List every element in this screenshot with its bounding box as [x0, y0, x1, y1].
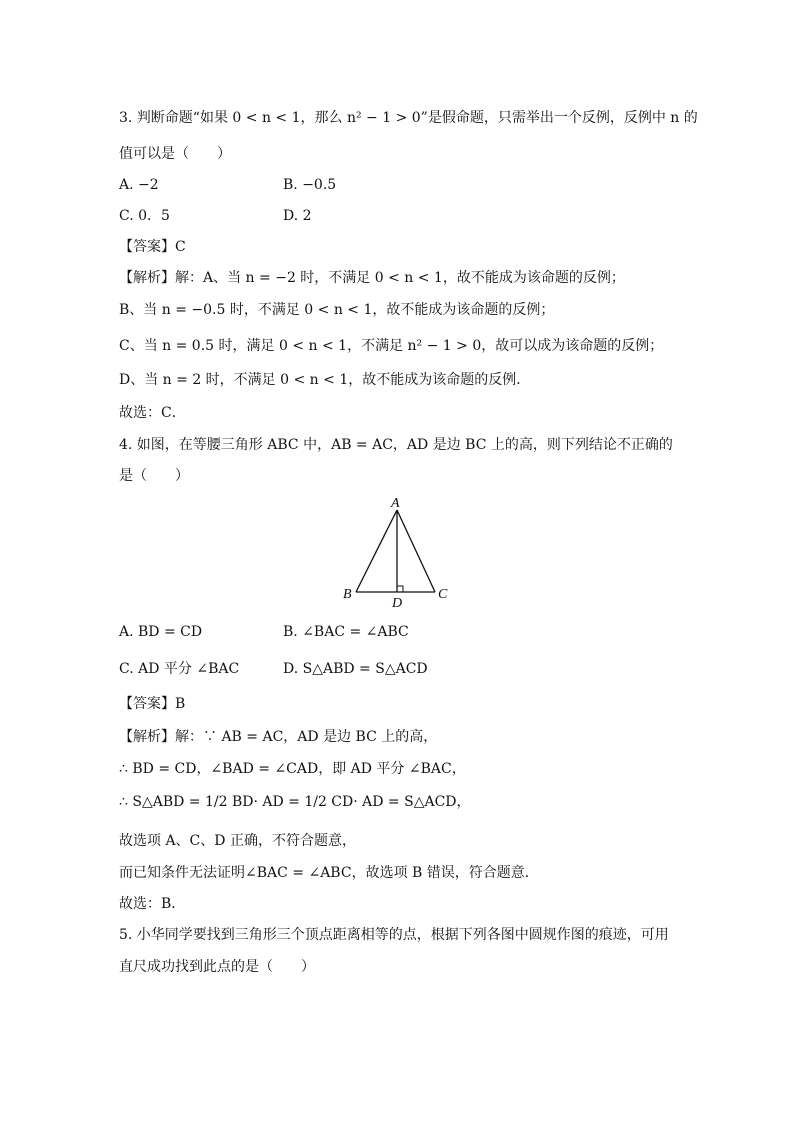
vertex-label-b: B	[343, 587, 352, 602]
q3-stem-line1: 3. 判断命题“如果 0 < n < 1，那么 n² − 1 > 0”是假命题，只需举出一个反例，反例中 n 的	[119, 110, 698, 126]
q4-option-a: A. BD = CD	[119, 624, 203, 640]
side-ab	[356, 510, 397, 592]
vertex-label-a: A	[391, 496, 400, 511]
q4-solution-line5: 而已知条件无法证明∠BAC = ∠ABC，故选项 B 错误，符合题意．	[119, 865, 539, 881]
side-ac	[397, 510, 435, 592]
q3-solution-line2: B、当 n = −0.5 时，不满足 0 < n < 1，故不能成为该命题的反例；	[119, 302, 555, 318]
q4-solution-line1: 【解析】解：∵ AB = AC，AD 是边 BC 上的高，	[119, 729, 438, 745]
q4-option-c: C. AD 平分 ∠BAC	[119, 661, 240, 677]
q4-stem-line2: 是（ ）	[119, 468, 189, 484]
q4-answer: 【答案】B	[119, 696, 186, 712]
vertex-label-c: C	[438, 587, 448, 602]
q4-solution-line3: ∴ S△ABD = 1/2 BD· AD = 1/2 CD· AD = S△ACD，	[119, 794, 471, 810]
q3-conclusion: 故选：C．	[119, 405, 186, 421]
q3-option-b: B. −0.5	[283, 177, 337, 193]
q3-solution-line3: C、当 n = 0.5 时，满足 0 < n < 1，不满足 n² − 1 > 0，故可以成为该命题的反例；	[119, 338, 664, 354]
q4-conclusion: 故选：B．	[119, 896, 186, 912]
q3-option-a: A. −2	[119, 177, 159, 193]
q3-solution-line4: D、当 n = 2 时，不满足 0 < n < 1，故不能成为该命题的反例．	[119, 372, 531, 388]
q4-option-d: D. S△ABD = S△ACD	[283, 661, 428, 677]
point-label-d: D	[392, 596, 403, 610]
q3-stem-line2: 值可以是（ ）	[119, 146, 231, 162]
q4-solution-line2: ∴ BD = CD，∠BAD = ∠CAD，即 AD 平分 ∠BAC，	[119, 761, 466, 777]
isosceles-triangle-figure	[336, 494, 456, 610]
q3-answer: 【答案】C	[119, 239, 186, 255]
q5-stem-line1: 5. 小华同学要找到三角形三个顶点距离相等的点，根据下列各图中圆规作图的痕迹，可用	[119, 927, 669, 943]
q3-option-c: C. 0．5	[119, 208, 170, 224]
right-angle-mark	[397, 586, 403, 592]
q4-stem-line1: 4. 如图，在等腰三角形 ABC 中，AB = AC，AD 是边 BC 上的高，则下列结论不正确的	[119, 437, 673, 453]
q4-option-b: B. ∠BAC = ∠ABC	[283, 624, 409, 640]
q3-option-d: D. 2	[283, 208, 312, 224]
q5-stem-line2: 直尺成功找到此点的是（ ）	[119, 959, 315, 975]
q3-solution-line1: 【解析】解：A、当 n = −2 时，不满足 0 < n < 1，故不能成为该命题的反例；	[119, 270, 625, 286]
q4-solution-line4: 故选项 A、C、D 正确，不符合题意，	[119, 833, 356, 849]
